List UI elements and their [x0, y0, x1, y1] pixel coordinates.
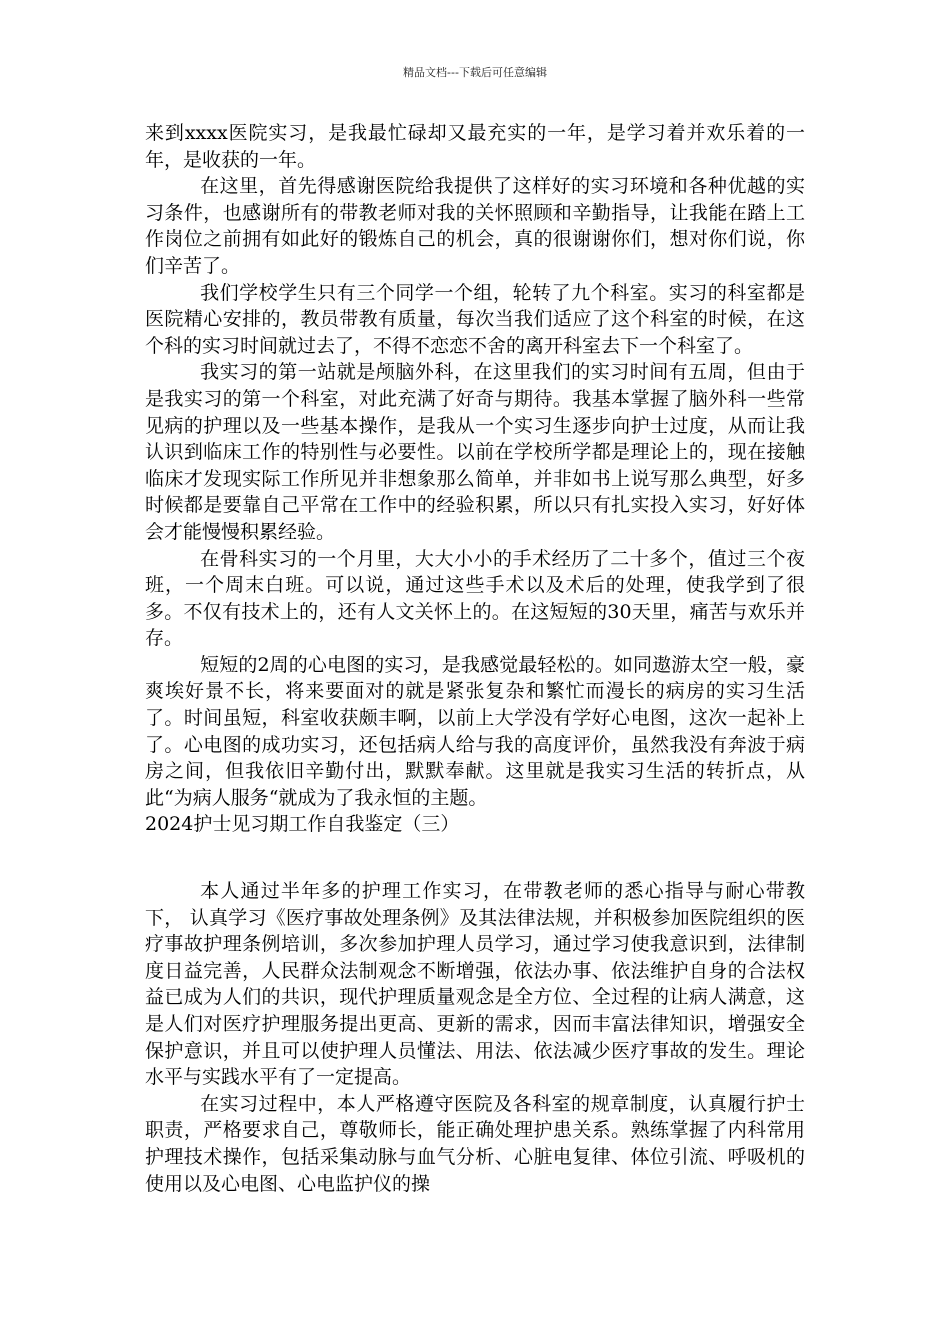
paragraph-neurosurgery: 我实习的第一站就是颅脑外科，在这里我们的实习时间有五周，但由于是我实习的第一个科室，对此充满了好奇与期待。我基本掌握了脑外科一些常见病的护理以及一些基本操作，是我从一个实习生逐步向护士过度，从而让我认识到临床工作的特别性与必要性。以前在学校所学都是理论上的，现在接触临床才发现实际工作所见并非想象那么简单，并非如书上说写那么典型，好多时候都是要靠自己平常在工作中的经验积累，所以只有扎实投入实习，好好体会才能慢慢积累经验。 — [145, 361, 805, 543]
paragraph-ecg: 短短的2周的心电图的实习，是我感觉最轻松的。如同遨游太空一般，豪爽埃好景不长，将来要面对的就是紧张复杂和繁忙而漫长的病房的实习生活了。时间虽短，科室收获颇丰啊，以前上大学没有学好心电图，这次一起补上了。心电图的成功实习，还包括病人给与我的高度评价，虽然我没有奔波于病房之间，但我依旧辛勤付出，默默奉献。这里就是我实习生活的转折点，从此“为病人服务“就成为了我永恒的主题。 — [145, 653, 805, 809]
paragraph-rotation: 我们学校学生只有三个同学一个组，轮转了九个科室。实习的科室都是医院精心安排的，教员带教有质量，每次当我们适应了这个科室的时候，在这个科的实习时间就过去了，不得不恋恋不舍的离开科室去下一个科室了。 — [145, 281, 805, 357]
section-spacer — [145, 838, 805, 878]
section-title: 2024护士见习期工作自我鉴定（三） — [145, 813, 460, 836]
paragraph-thanks: 在这里，首先得感谢医院给我提供了这样好的实习环境和各种优越的实习条件，也感谢所有的带教老师对我的关怀照顾和辛勤指导，让我能在踏上工作岗位之前拥有如此好的锻炼自己的机会，真的很谢谢你们，想对你们说，你们辛苦了。 — [145, 175, 805, 277]
paragraph-legal-study: 本人通过半年多的护理工作实习，在带教老师的悉心指导与耐心带教下， 认真学习《医疗事故处理条例》及其法律法规，并积极参加医院组织的医疗事故护理条例培训，多次参加护理人员学习，通过学习使我意识到，法律制度日益完善，人民群众法制观念不断增强，依法办事、依法维护自身的合法权益已成为人们的共识，现代护理质量观念是全方位、全过程的让病人满意，这是人们对医疗护理服务提出更高、更新的需求，因而丰富法律知识，增强安全保护意识，并且可以使护理人员懂法、用法、依法减少医疗事故的发生。理论水平与实践水平有了一定提高。 — [145, 880, 805, 1089]
page-header: 精品文档---下载后可任意编辑 — [403, 66, 547, 79]
document-body — [145, 120, 805, 1197]
paragraph-opening: 来到xxxx医院实习，是我最忙碌却又最充实的一年，是学习着并欢乐着的一年，是收获的一年。 — [145, 122, 805, 171]
paragraph-orthopedics: 在骨科实习的一个月里，大大小小的手术经历了二十多个，值过三个夜班，一个周末白班。可以说，通过这些手术以及术后的处理，使我学到了很多。不仅有技术上的，还有人文关怀上的。在这短短的30天里，痛苦与欢乐并存。 — [145, 547, 805, 650]
paragraph-practice: 在实习过程中，本人严格遵守医院及各科室的规章制度，认真履行护士职责，严格要求自己，尊敬师长，能正确处理护患关系。熟练掌握了内科常用护理技术操作，包括采集动脉与血气分析、心脏电复律、体位引流、呼吸机的使用以及心电图、心电监护仪的操 — [145, 1092, 805, 1195]
